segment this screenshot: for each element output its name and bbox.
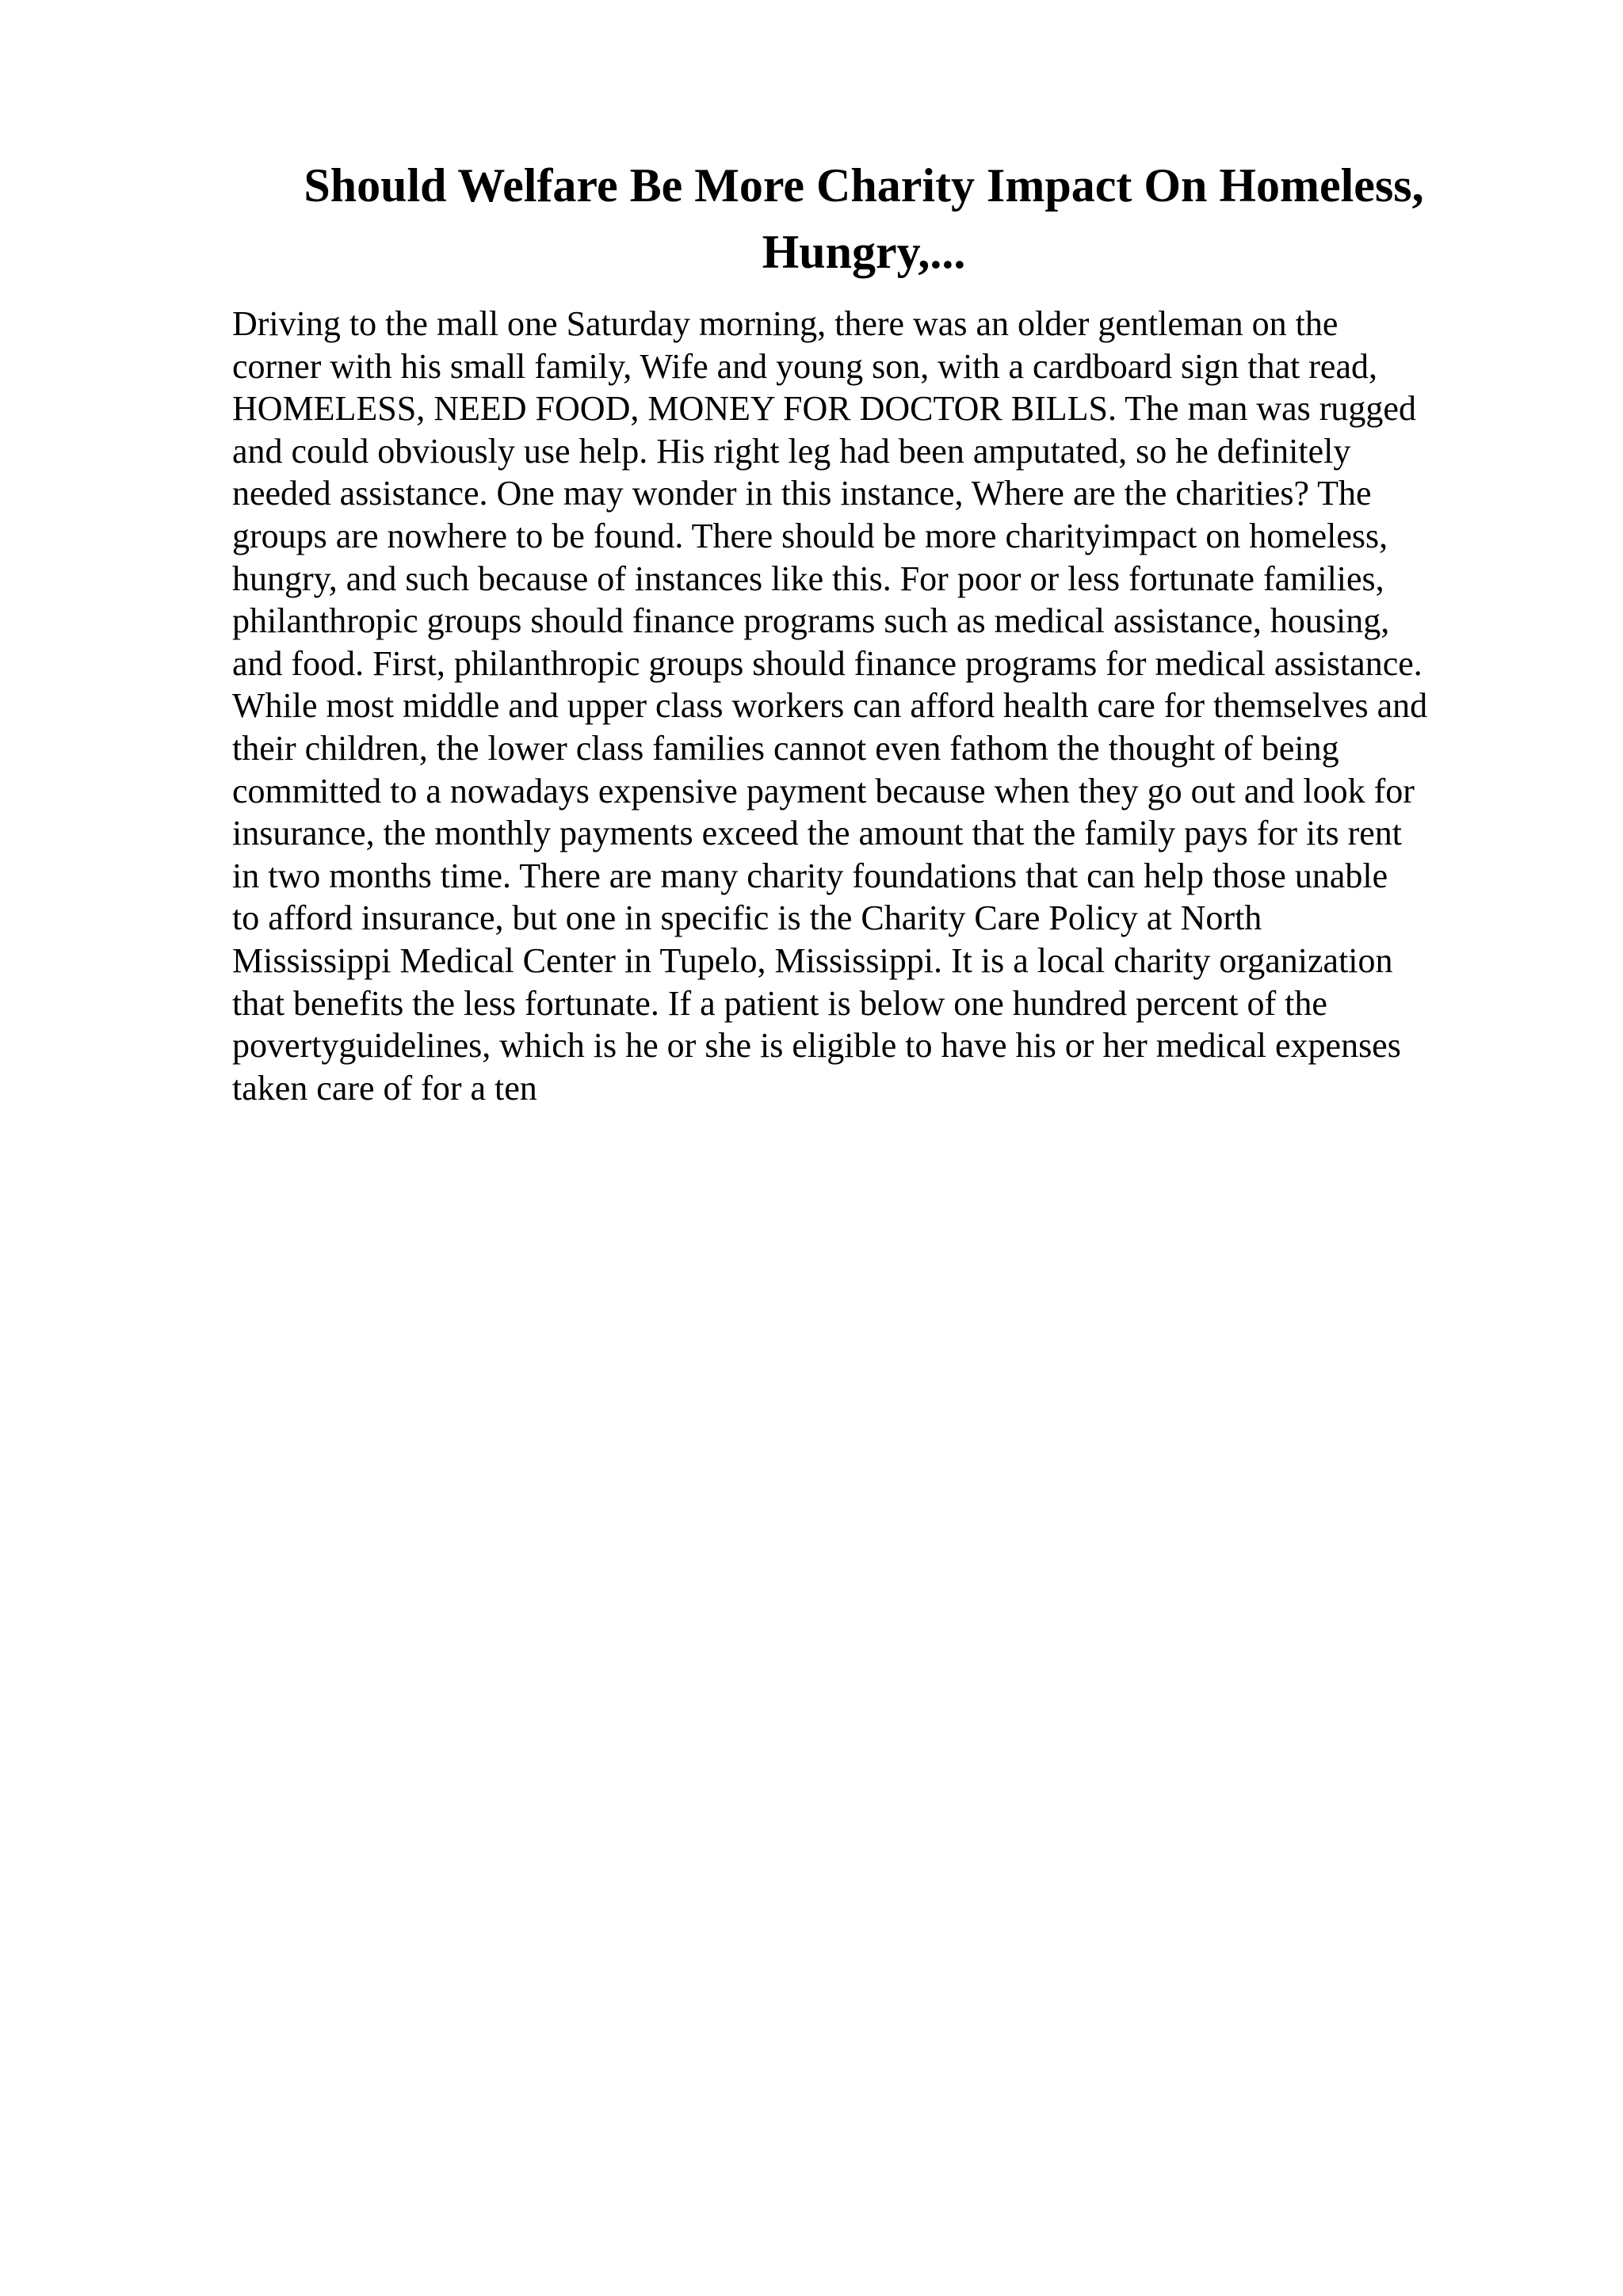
body-line: groups are nowhere to be found. There should be more charityimpact on homeless, <box>232 516 1388 555</box>
body-line: committed to a nowadays expensive payment because when they go out and look for <box>232 771 1415 810</box>
body-line: to afford insurance, but one in specific is the Charity Care Policy at North <box>232 898 1262 938</box>
body-line: While most middle and upper class workers can afford health care for themselves and <box>232 686 1428 726</box>
body-line: in two months time. There are many charity foundations that can help those unable <box>232 856 1388 895</box>
body-line: that benefits the less fortunate. If a patient is below one hundred percent of the <box>232 983 1327 1023</box>
body-line: Driving to the mall one Saturday morning, there was an older gentleman on the <box>232 304 1338 343</box>
body-line: povertyguidelines, which is he or she is eligible to have his or her medical expenses <box>232 1026 1401 1066</box>
document-title <box>230 152 1498 285</box>
title-line: Hungry,... <box>762 226 966 278</box>
body-line: HOMELESS, NEED FOOD, MONEY FOR DOCTOR BILLS. The man was rugged <box>232 389 1416 429</box>
body-line: Mississippi Medical Center in Tupelo, Mississippi. It is a local charity organization <box>232 940 1393 980</box>
title-line: Should Welfare Be More Charity Impact On Homeless, <box>304 159 1424 212</box>
body-line: and could obviously use help. His right leg had been amputated, so he definitely <box>232 431 1351 471</box>
body-line: taken care of for a ten <box>232 1068 537 1108</box>
body-line: needed assistance. One may wonder in this instance, Where are the charities? The <box>232 474 1372 513</box>
body-line: hungry, and such because of instances like this. For poor or less fortunate families, <box>232 559 1384 598</box>
body-line: philanthropic groups should finance programs such as medical assistance, housing, <box>232 601 1390 641</box>
body-line: their children, the lower class families cannot even fathom the thought of being <box>232 728 1339 768</box>
body-line: corner with his small family, Wife and young son, with a cardboard sign that read, <box>232 346 1377 386</box>
body-line: and food. First, philanthropic groups should finance programs for medical assistance. <box>232 643 1423 683</box>
document-body <box>232 303 1516 1109</box>
body-line: insurance, the monthly payments exceed the amount that the family pays for its rent <box>232 814 1403 853</box>
